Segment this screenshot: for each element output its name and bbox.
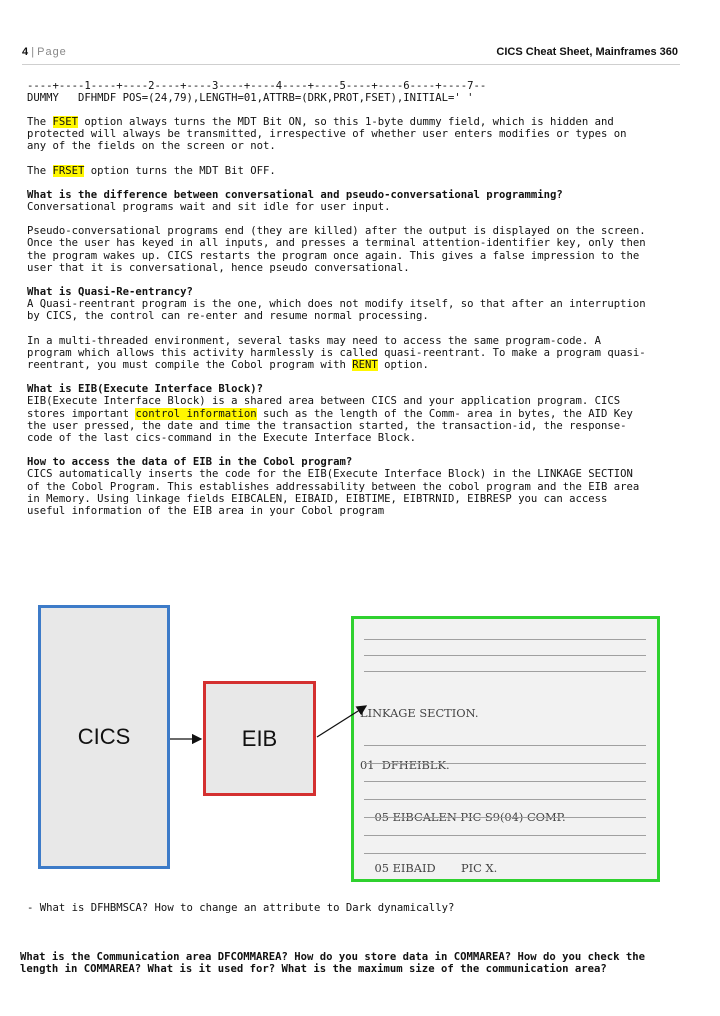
page-header <box>22 44 680 65</box>
column-ruler: ----+----1----+----2----+----3----+----4----+----5----+----6----+----7-- <box>27 80 487 92</box>
eib-diagram <box>0 600 720 890</box>
answer-eib: EIB(Execute Interface Block) is a shared area between CICS and your application program. CICS stores important control information such as the length of the Comm- area in bytes, the AID Key the user pressed, the date and time the transaction started, the transaction-id, the response-code of the last cics-command in the Execute Interface Block. <box>27 395 640 445</box>
dfhbmsca-note: - What is DFHBMSCA? How to change an attribute to Dark dynamically? <box>27 902 455 914</box>
question-eib: What is EIB(Execute Interface Block)? <box>27 383 263 396</box>
code-line: LINKAGE SECTION. <box>360 706 479 721</box>
question-conversational: What is the difference between conversational and pseudo-conversational programming? <box>27 188 563 201</box>
frset-highlight: FRSET <box>52 164 85 177</box>
diagram-arrows <box>0 600 720 890</box>
rent-highlight: RENT <box>352 359 378 372</box>
document-body <box>27 80 653 529</box>
answer-quasi-reentrancy: A Quasi-reentrant program is the one, which does not modify itself, so that after an interruption by CICS, the control can re-enter and resume normal processing. <box>27 298 653 323</box>
document-title: CICS Cheat Sheet, Mainframes 360 <box>496 46 678 58</box>
code-line: 01 DFHEIBLK. <box>360 758 450 773</box>
question-eib-access: How to access the data of EIB in the Cobol program? <box>27 456 353 469</box>
eib-label: EIB <box>241 725 278 751</box>
question-quasi-reentrancy: What is Quasi-Re-entrancy? <box>27 286 193 299</box>
answer-conversational: Conversational programs wait and sit idle for user input. <box>27 201 391 214</box>
question-commarea: What is the Communication area DFCOMMAREA? How do you store data in COMMAREA? How do you check the length in COMMAREA? What is it used for? What is the maximum size of the communication area? <box>20 951 652 976</box>
fset-paragraph: The FSET option always turns the MDT Bit ON, so this 1-byte dummy field, which is hidden and protected will always be transmitted, irrespective of whether user enters modifies or types on any of the fields on the screen or not. <box>27 116 633 153</box>
control-information-highlight: control information <box>135 407 257 420</box>
answer-multithreaded: In a multi-threaded environment, several tasks may need to access the same program-code. A program which allows this activity harmlessly is called quasi-reentrant. To make a program quasi-reentrant, you must compile the Cobol program with RENT option. <box>27 334 646 372</box>
code-line: 05 EIBCALEN PIC S9(04) COMP. <box>360 809 566 824</box>
answer-eib-access: CICS automatically inserts the code for the EIB(Execute Interface Block) in the LINKAGE SECTION of the Cobol Program. This establishes addressability between the cobol program and the EIB area in Memory. Using linkage fields EIBCALEN, EIBAID, EIBTIME, EIBTRNID, EIBRESP you can access useful information of the EIB area in your Cobol program <box>27 468 646 518</box>
frset-paragraph: The FRSET option turns the MDT Bit OFF. <box>27 164 276 177</box>
page-number: 4 | Page <box>22 46 67 58</box>
code-line: 05 EIBAID PIC X. <box>360 861 498 876</box>
eib-to-linkage-arrow <box>317 706 366 737</box>
code-line: DUMMY DFHMDF POS=(24,79),LENGTH=01,ATTRB=(DRK,PROT,FSET),INITIAL=' ' <box>27 92 474 104</box>
answer-pseudo-conversational: Pseudo-conversational programs end (they are killed) after the output is displayed on the screen. Once the user has keyed in all inputs, and presses a terminal attention-identifier key, only then the program wakes up. CICS restarts the program once again. This gives a false impression to the user that it is conversational, hence pseudo conversational. <box>27 225 653 274</box>
cics-label: CICS <box>77 724 131 749</box>
fset-highlight: FSET <box>52 116 79 128</box>
